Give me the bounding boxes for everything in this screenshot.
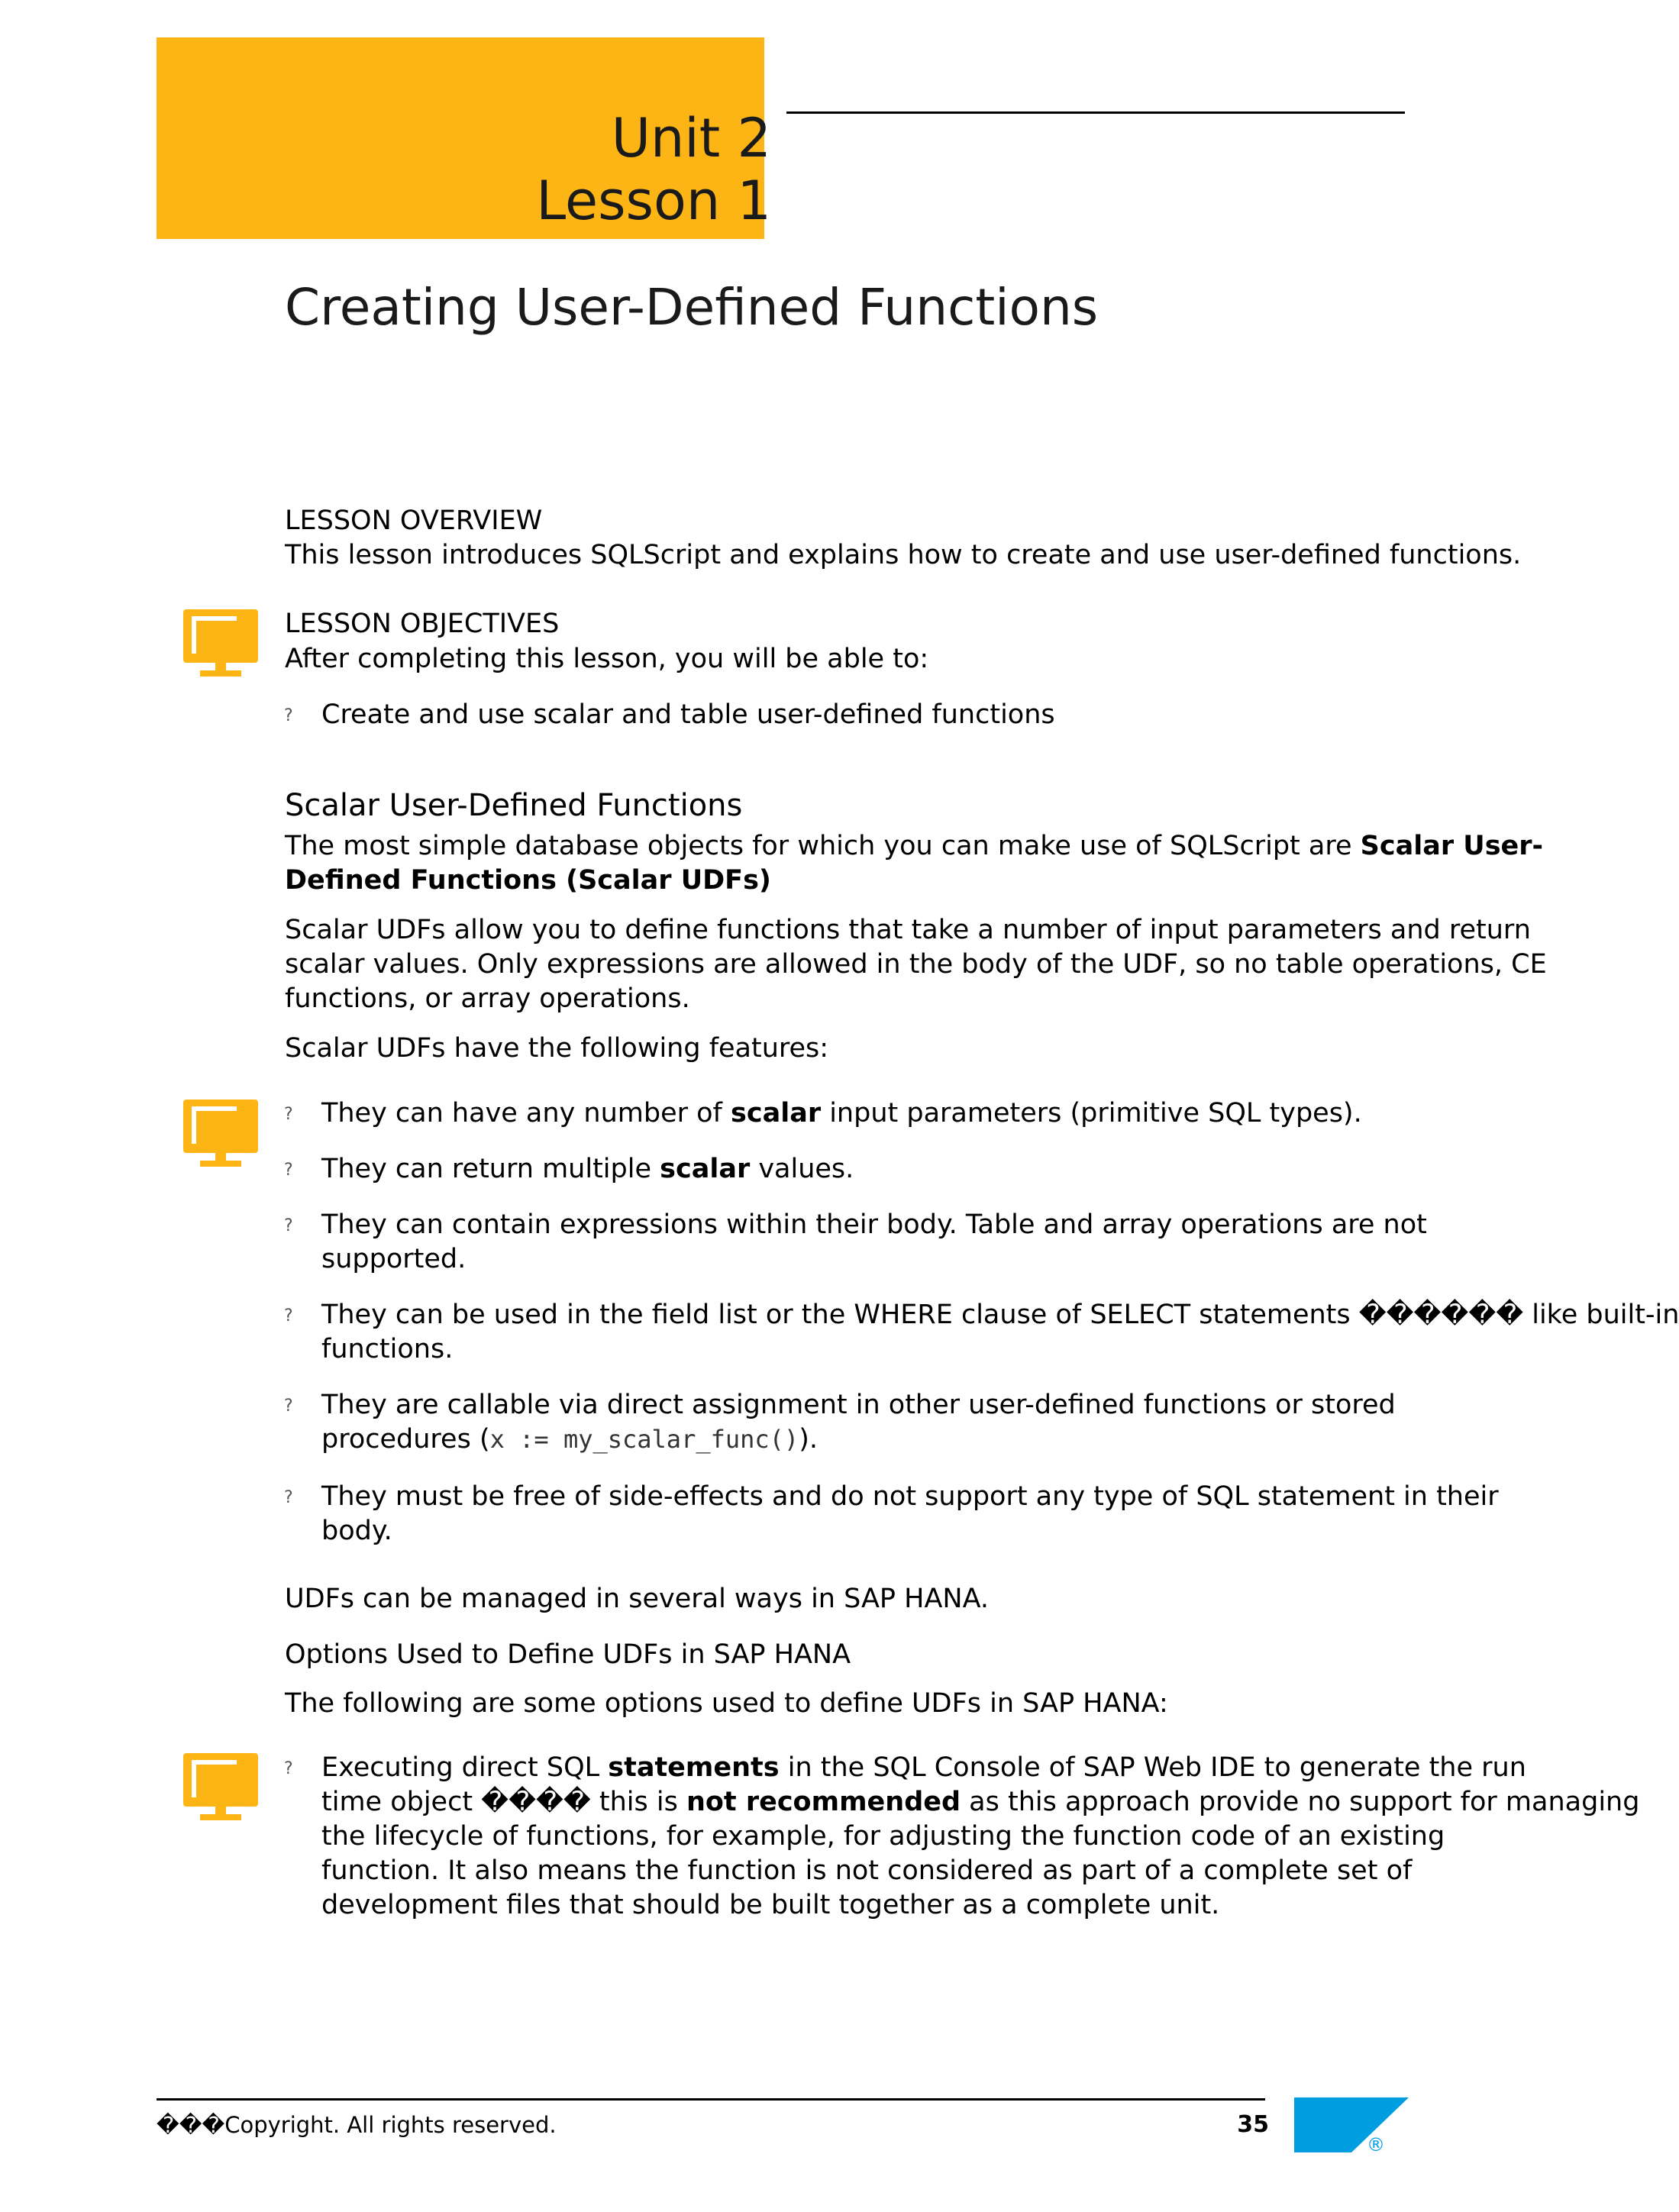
sap-logo-icon	[1294, 2097, 1409, 2157]
bullet-marker: ?	[284, 706, 293, 725]
copyright-text: ���Copyright. All rights reserved.	[157, 2112, 557, 2138]
scalar-intro-line2: Defined Functions (Scalar UDFs)	[285, 865, 771, 896]
option-item-line4: function. It also means the function is not considered as part of a complete set of	[321, 1855, 1413, 1886]
feature-item-line1: They can be used in the field list or the WHERE clause of SELECT statements ������ like built-in	[321, 1300, 1679, 1330]
feature-item: They can return multiple scalar values.	[321, 1154, 854, 1184]
features-intro: Scalar UDFs have the following features:	[285, 1033, 829, 1064]
overview-heading: LESSON OVERVIEW	[285, 505, 543, 536]
registered-mark: ®	[1367, 2134, 1385, 2155]
option-item-line5: development files that should be built together as a complete unit.	[321, 1890, 1220, 1920]
section-heading: Scalar User-Defined Functions	[285, 788, 743, 823]
header-rule	[786, 111, 1405, 114]
feature-item: They can have any number of scalar input parameters (primitive SQL types).	[321, 1098, 1362, 1129]
feature-item-line2: procedures (x := my_scalar_func()).	[321, 1424, 818, 1455]
presentation-monitor-icon	[183, 1100, 258, 1170]
feature-item-line1: They can contain expressions within their body. Table and array operations are not	[321, 1209, 1427, 1240]
bullet-marker: ?	[284, 1306, 293, 1326]
presentation-monitor-icon	[183, 1753, 258, 1823]
feature-item-line2: supported.	[321, 1244, 467, 1274]
objectives-intro: After completing this lesson, you will be able to:	[285, 644, 929, 674]
page-number: 35	[1237, 2111, 1269, 2138]
option-item-line3: the lifecycle of functions, for example, for adjusting the function code of an existing	[321, 1821, 1445, 1852]
bullet-marker: ?	[284, 1216, 293, 1235]
footer-rule	[157, 2098, 1265, 2101]
feature-item-line2: body.	[321, 1516, 392, 1546]
lesson-label: Lesson 1	[536, 170, 771, 232]
managed-text: UDFs can be managed in several ways in SAP HANA.	[285, 1584, 990, 1614]
bullet-marker: ?	[284, 1759, 293, 1778]
unit-lesson-label	[458, 107, 771, 232]
feature-item-line1: They must be free of side-effects and do not support any type of SQL statement in their	[321, 1481, 1499, 1512]
options-heading: Options Used to Define UDFs in SAP HANA	[285, 1639, 851, 1670]
option-item-line2: time object ���� this is not recommended as this approach provide no support for managing	[321, 1787, 1640, 1817]
bullet-marker: ?	[284, 1161, 293, 1180]
code-snippet: x := my_scalar_func()	[489, 1425, 799, 1454]
bullet-marker: ?	[284, 1105, 293, 1124]
scalar-desc-line3: functions, or array operations.	[285, 983, 690, 1014]
feature-item-line2: functions.	[321, 1334, 454, 1364]
scalar-intro-line1: The most simple database objects for which you can make use of SQLScript are Scalar User-	[285, 831, 1544, 861]
page-title: Creating User-Defined Functions	[285, 278, 1099, 337]
scalar-desc-line1: Scalar UDFs allow you to define functions that take a number of input parameters and return	[285, 915, 1531, 945]
unit-label: Unit 2	[611, 107, 771, 170]
options-intro: The following are some options used to define UDFs in SAP HANA:	[285, 1688, 1168, 1719]
objective-item: Create and use scalar and table user-defined functions	[321, 699, 1055, 730]
scalar-desc-line2: scalar values. Only expressions are allowed in the body of the UDF, so no table operations, CE	[285, 949, 1547, 980]
feature-item-line1: They are callable via direct assignment in other user-defined functions or stored	[321, 1390, 1396, 1420]
bullet-marker: ?	[284, 1488, 293, 1507]
objectives-heading: LESSON OBJECTIVES	[285, 609, 560, 639]
overview-text: This lesson introduces SQLScript and explains how to create and use user-defined functions.	[285, 540, 1522, 570]
option-item-line1: Executing direct SQL statements in the SQL Console of SAP Web IDE to generate the run	[321, 1752, 1526, 1783]
bullet-marker: ?	[284, 1397, 293, 1416]
presentation-monitor-icon	[183, 609, 258, 680]
